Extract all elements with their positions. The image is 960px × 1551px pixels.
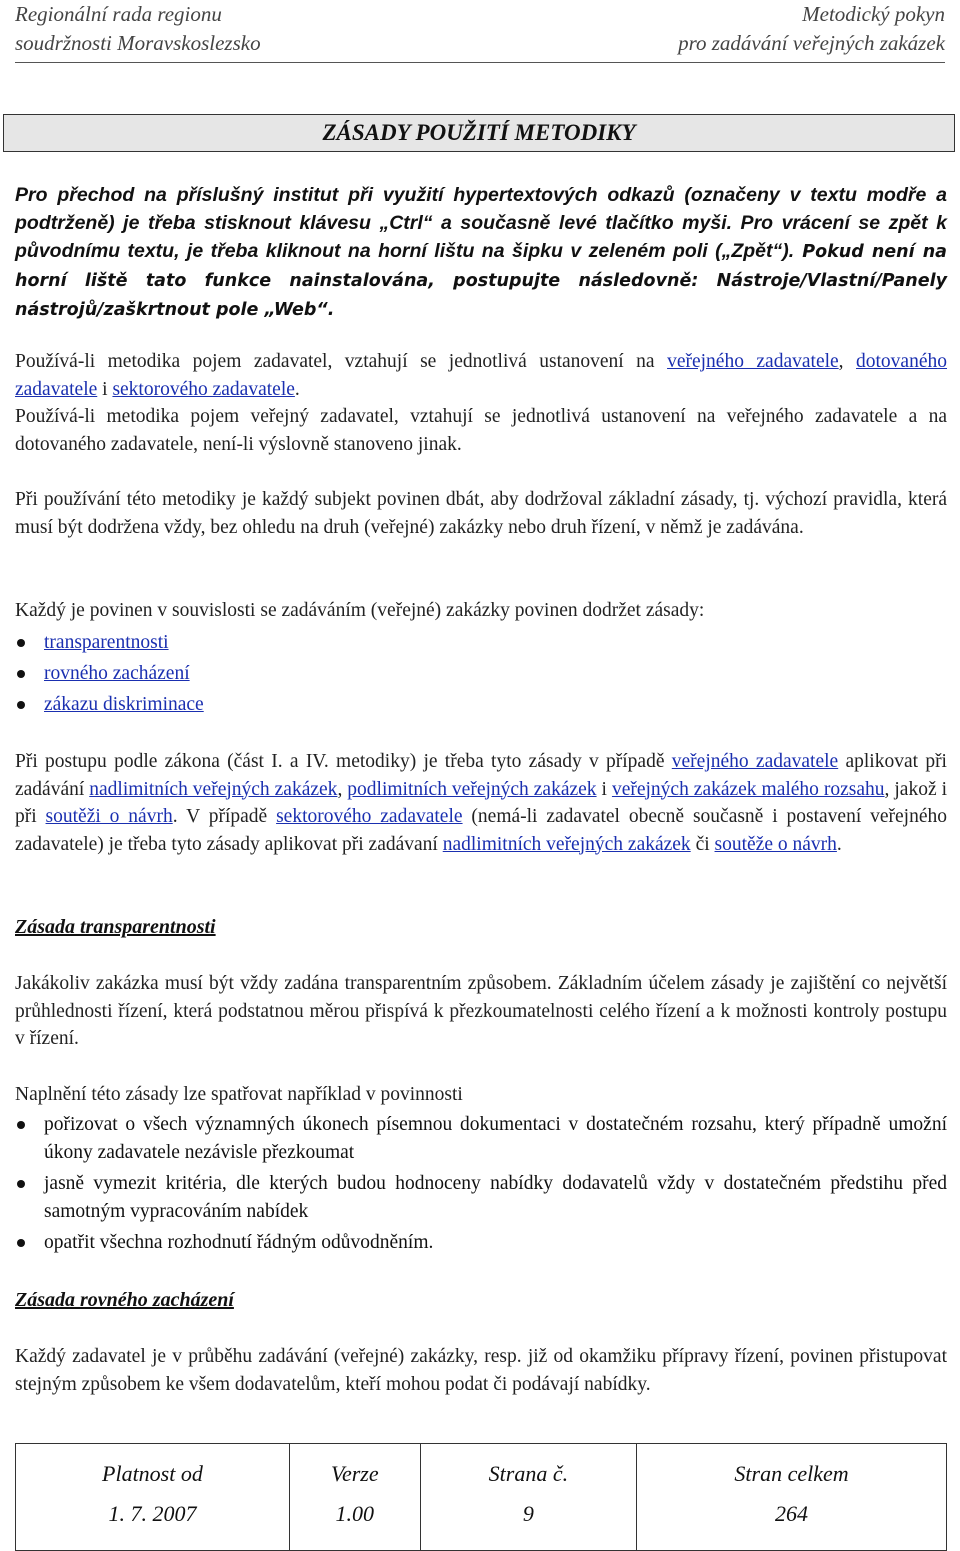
paragraph-zasady: Při používání této metodiky je každý subjekt povinen dbát, aby dodržoval základní zásady, tj. výchozí pravidla, která musí být dodržena vždy, bez ohledu na druh (veřejné) zakázky nebo druh řízení, v němž je zadávána. [15,489,947,538]
header-right-line1: Metodický pokyn [802,2,945,26]
header-organization [15,0,261,58]
link-soutez-o-navrh-2[interactable]: soutěže o návrh [714,833,837,855]
list-item: pořizovat o všech významných úkonech písemnou dokumentaci v dostatečném rozsahu, který případně umožní úkony zadavatele nezávisle přezkoumat [15,1111,947,1166]
link-podlimitni-zakazky[interactable]: podlimitních veřejných zakázek [347,778,597,800]
footer-label-strana: Strana č. [420,1444,636,1499]
text: , [838,351,857,372]
list-item [15,691,947,719]
link-sektorovy-zadavatel[interactable]: sektorového zadavatele [112,378,295,400]
footer-value-stran-celkem: 264 [637,1498,947,1551]
paragraph-transparentnost: Jakákoliv zakázka musí být vždy zadána transparentním způsobem. Základním účelem zásady je zajištění co největší průhlednosti řízení, která podstatnou měrou přispívá k přezkoumatelnosti celého řízení a k možnosti kontroly postupu v řízení. [15,973,947,1049]
paragraph-povinen: Každý je povinen v souvislosti se zadáváním (veřejné) zakázky povinen dodržet zásady: [15,600,705,621]
link-sektorovy-zadavatel[interactable]: sektorového zadavatele [276,806,463,827]
link-verejny-zadavatel[interactable]: veřejného zadavatele [667,351,839,372]
section-heading-rovne-zachazeni: Zásada rovného zacházení [15,1289,234,1311]
intro-part1: Pro přechod na příslušný institut při využití hypertextových odkazů (označeny v textu modře a podtrženě) je třeba stisknout klávesu „Ctrl“ a současně levé tlačítko myši. Pro vrácení se zpět k původnímu textu, je třeba kliknout na horní lištu na šipku v zeleném poli („Zpět“). [15,184,947,262]
text: . [836,833,842,855]
header-document-title [678,0,945,58]
footer-label-verze: Verze [289,1444,420,1499]
intro-instructions [15,181,947,324]
header-left-line1: Regionální rada regionu [15,2,222,26]
footer-label-stran-celkem: Stran celkem [637,1444,947,1499]
text: . [294,378,300,400]
section-banner-title: ZÁSADY POUŽITÍ METODIKY [3,114,955,152]
text: (nemá-li zadavatel obecně současně i postavení veřejného zadavatele) je třeba tyto zásady aplikovat při zadávaní [15,806,948,855]
text: i [97,378,113,400]
text: . V případě [172,806,277,827]
header-right-line2: pro zadávání veřejných zakázek [678,31,945,55]
text: i [596,778,612,800]
paragraph-postup [15,748,947,858]
page-header [15,0,945,63]
footer-label-platnost: Platnost od [16,1444,290,1499]
text: Používá-li metodika pojem zadavatel, vztahují se jednotlivá ustanovení na [15,351,668,372]
text: , jakož i při [15,778,948,827]
list-item: jasně vymezit kritéria, dle kterých budou hodnoceny nabídky dodavatelů vždy v dostatečném předstihu před samotným vypracováním nabídek [15,1170,947,1225]
link-nadlimitni-zakazky-2[interactable]: nadlimitních veřejných zakázek [442,833,691,855]
text: , [337,778,348,800]
link-zakazky-maleho-rozsahu[interactable]: veřejných zakázek malého rozsahu [611,778,885,800]
link-nadlimitni-zakazky[interactable]: nadlimitních veřejných zakázek [89,778,338,800]
list-item [15,629,947,657]
paragraph-naplneni: Naplnění této zásady lze spatřovat například v povinnosti [15,1084,463,1105]
footer-value-strana: 9 [420,1498,636,1551]
link-dotovany-zadavatel[interactable]: dotovaného zadavatele [15,351,947,400]
link-rovne-zachazeni[interactable]: rovného zacházení [44,663,190,684]
link-zakaz-diskriminace[interactable]: zákazu diskriminace [44,694,204,715]
link-verejny-zadavatel[interactable]: veřejného zadavatele [671,751,839,772]
header-left-line2: soudržnosti Moravskoslezsko [15,31,261,55]
intro-part2: Pokud není na horní liště tato funkce nainstalována, postupujte následovně: Nástroje/Vlastní/Panely nástrojů/zaškrtnout pole „Web“. [15,242,947,320]
paragraph-zadavatel [15,348,947,403]
link-transparentnost[interactable]: transparentnosti [44,632,169,653]
footer-value-platnost: 1. 7. 2007 [16,1498,290,1551]
text: Při postupu podle zákona (část I. a IV. metodiky) je třeba tyto zásady v případě [15,751,672,772]
list-item: opatřit všechna rozhodnutí řádným odůvodněním. [15,1229,947,1257]
text: či [690,833,715,855]
link-soutez-o-navrh[interactable]: soutěži o návrh [45,806,173,827]
paragraph-verejny-zadavatel: Používá-li metodika pojem veřejný zadavatel, vztahují se jednotlivá ustanovení na veřejného zadavatele a na dotovaného zadavatele, není-li výslovně stanoveno jinak. [15,406,947,455]
list-item [15,660,947,688]
principles-list [15,629,947,722]
obligations-list [15,1111,947,1261]
paragraph-rovne-zachazeni: Každý zadavatel je v průběhu zadávání (veřejné) zakázky, resp. již od okamžiku přípravy řízení, povinen přistupovat stejným způsobem ke všem dodavatelům, kteří mohou podat či podávají nabídky. [15,1346,947,1395]
text: aplikovat při zadávání [15,751,947,800]
footer-info-table [15,1443,947,1551]
footer-value-verze: 1.00 [289,1498,420,1551]
section-heading-transparentnost: Zásada transparentnosti [15,916,216,938]
